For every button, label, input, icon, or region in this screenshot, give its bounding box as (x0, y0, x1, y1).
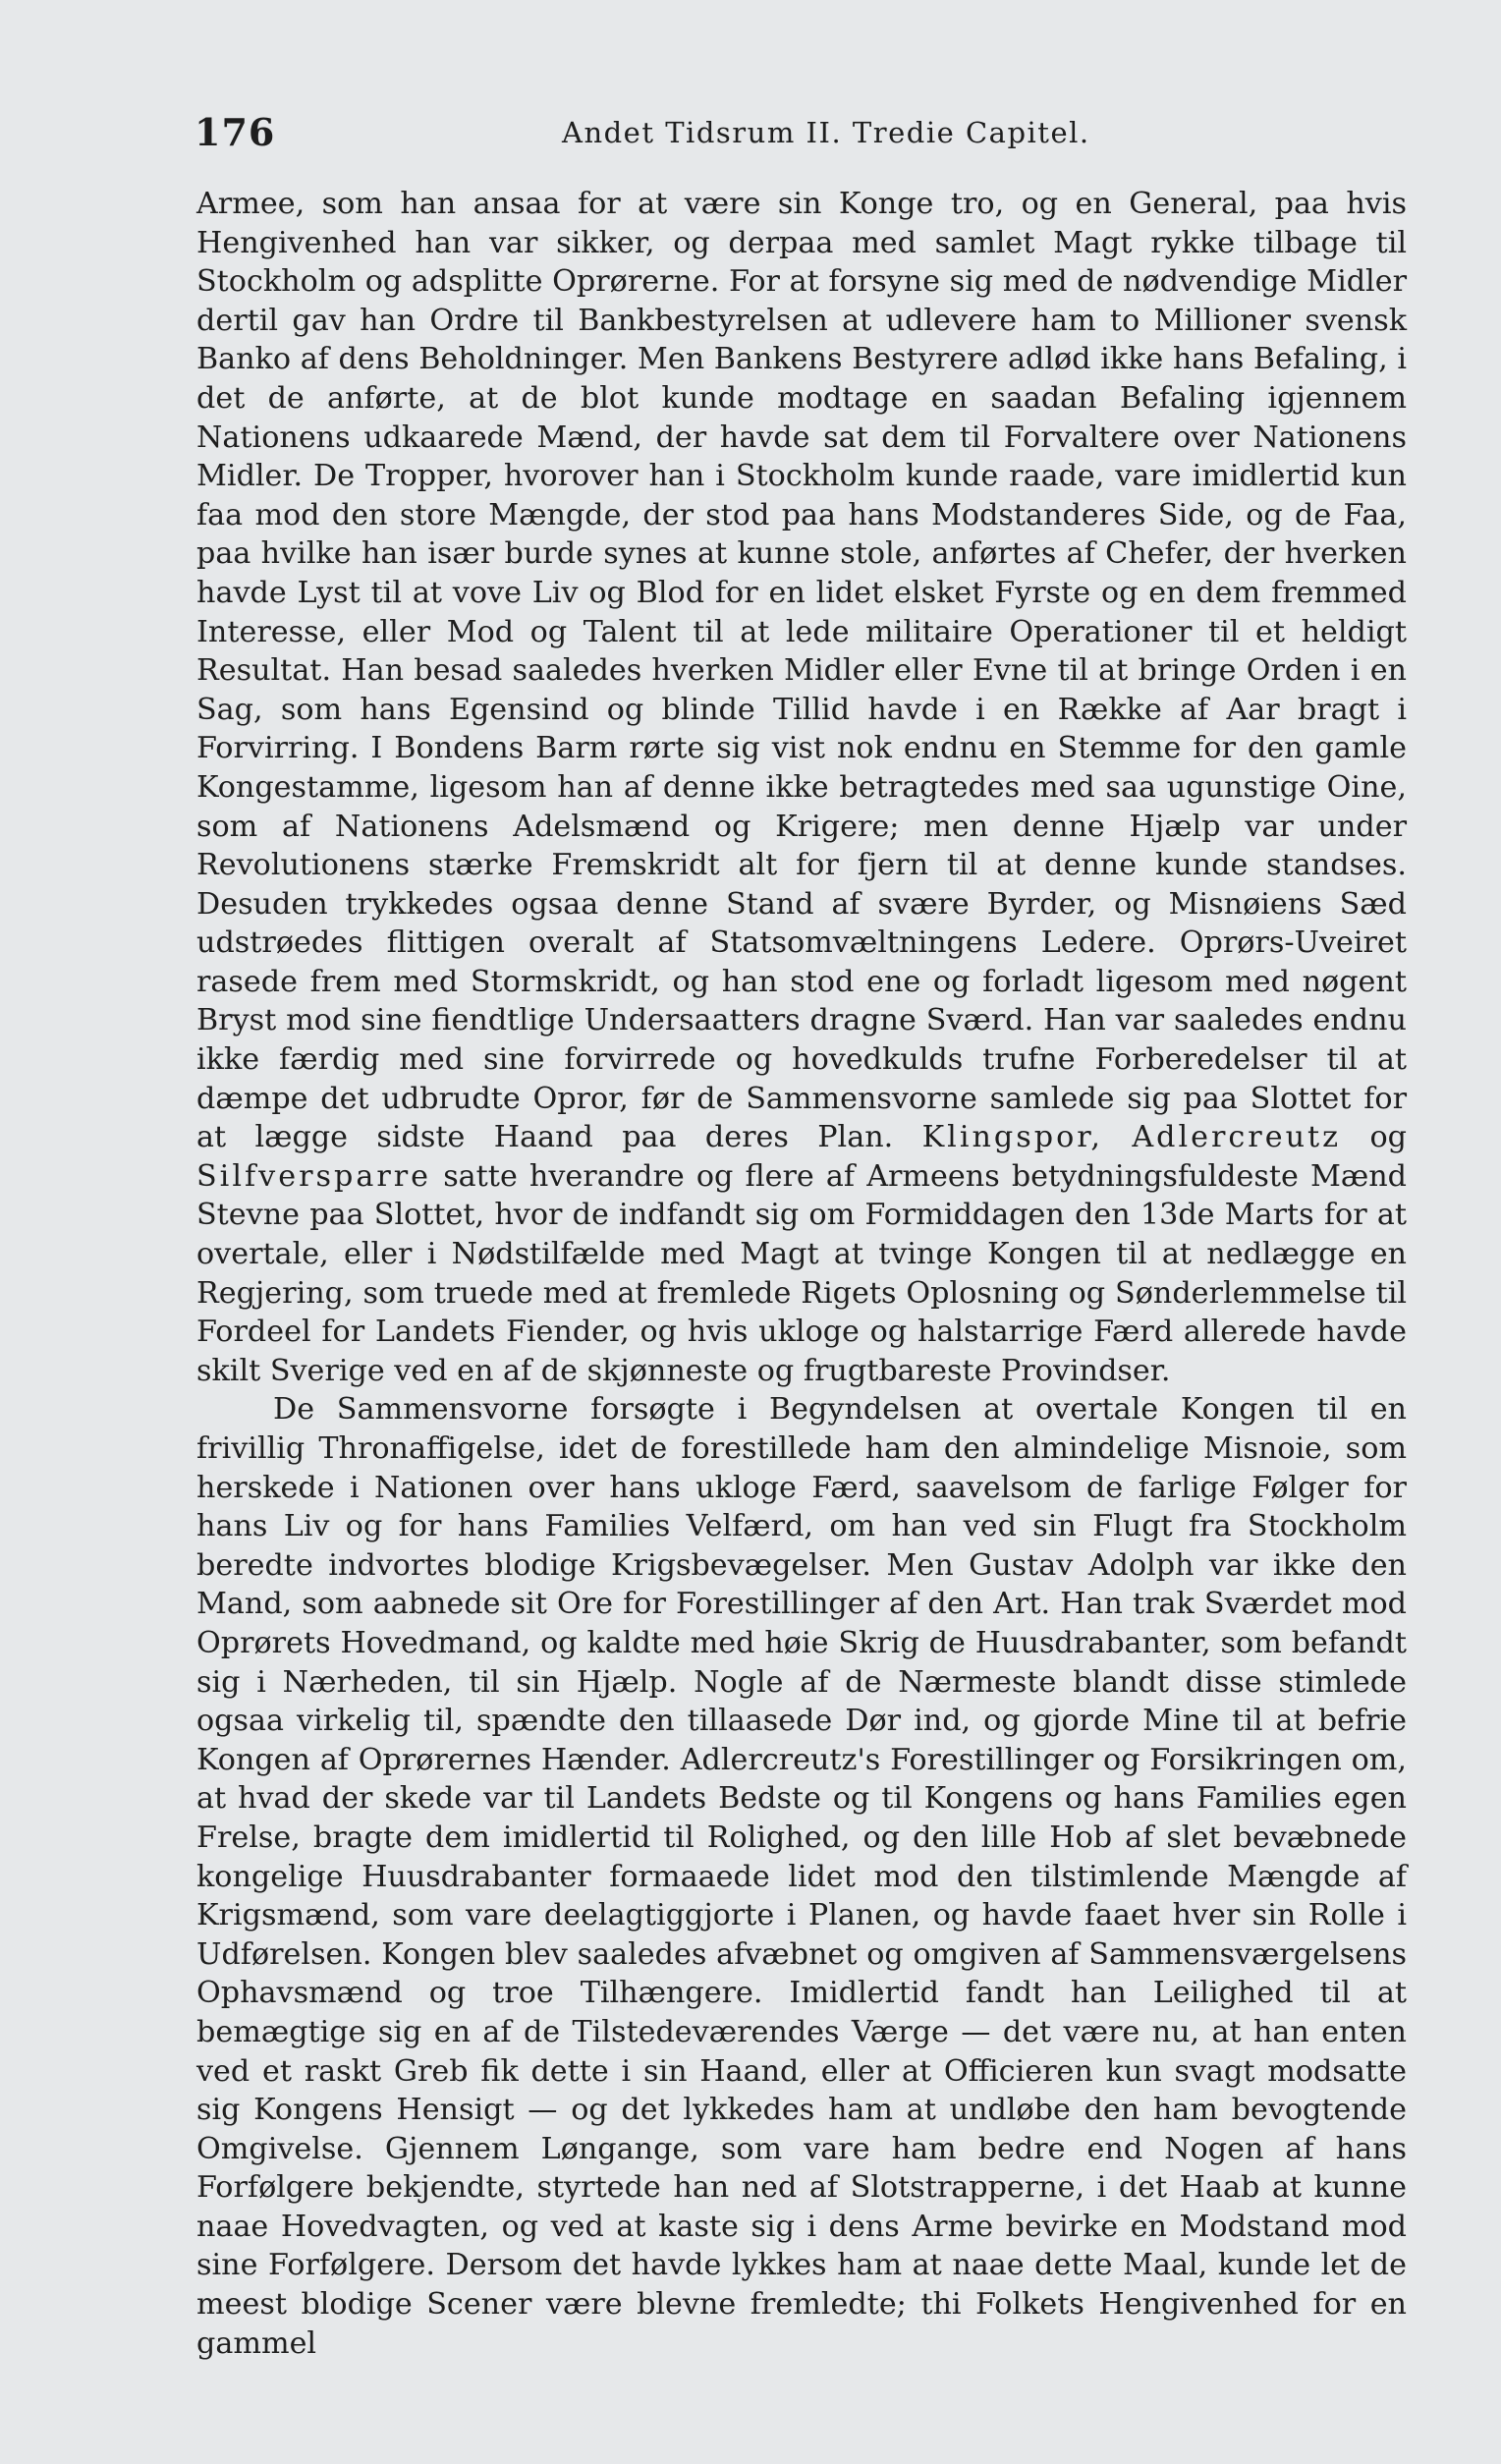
body-text (196, 185, 1407, 2363)
page-number: 176 (195, 110, 276, 154)
page-header (195, 110, 1405, 159)
paragraph (196, 185, 1407, 1390)
paragraph-text: Armee, som han ansaa for at være sin Konge tro, og en General, paa hvis Hengivenhed han var sikker, og derpaa med samlet Magt rykke tilbage til Stockholm og adsplitte Oprørerne. For at forsyne sig med de nødvendige Midler dertil gav han Ordre til Bankbestyrelsen at udlevere ham to Millioner svensk Banko af dens Beholdninger. Men Bankens Bestyrere adlød ikke hans Befaling, i det de anførte, at de blot kunde modtage en saadan Befaling igjennem Nationens udkaarede Mænd, der havde sat dem til Forvaltere over Nationens Midler. De Tropper, hvorover han i Stockholm kunde raade, vare imidlertid kun faa mod den store Mængde, der stod paa hans Modstanderes Side, og de Faa, paa hvilke han især burde synes at kunne stole, anførtes af Chefer, der hverken havde Lyst til at vove Liv og Blod for en lidet elsket Fyrste og en dem fremmed Interesse, eller Mod og Talent til at lede militaire Operationer til et heldigt Resultat. Han besad saaledes hverken Midler eller Evne til at bringe Orden i en Sag, som hans Egensind og blinde Tillid havde i en Række af Aar bragt i Forvirring. I Bondens Barm rørte sig vist nok endnu en Stemme for den gamle Kongestamme, ligesom han af denne ikke betragtedes med saa ugunstige Oine, som af Nationens Adelsmænd og Krigere; men denne Hjælp var under Revolutionens stærke Fremskridt alt for fjern til at denne kunde standses. Desuden trykkedes ogsaa denne Stand af svære Byrder, og Misnøiens Sæd udstrøedes flittigen overalt af Statsomvæltningens Ledere. Oprørs-Uveiret rasede frem med Stormskridt, og han stod ene og forladt ligesom med nøgent Bryst mod sine fiendtlige Undersaatters dragne Sværd. Han var saaledes endnu ikke færdig med sine forvirrede og hovedkulds trufne Forberedelser til at dæmpe det udbrudte Opror, før de Sammensvorne samlede sig paa Slottet for at lægge sidste Haand paa deres Plan. (196, 187, 1407, 1155)
person-name: Klingspor, (921, 1120, 1103, 1155)
person-name: Adlercreutz (1132, 1120, 1342, 1155)
running-head: Andet Tidsrum II. Tredie Capitel. (562, 116, 1090, 149)
paragraph: De Sammensvorne forsøgte i Begyndelsen at overtale Kongen til en frivillig Thronaffigelse, idet de forestillede ham den almindelige Misnoie, som herskede i Nationen over hans ukloge Færd, saavelsom de farlige Følger for hans Liv og for hans Families Velfærd, om han ved sin Flugt fra Stockholm beredte indvortes blodige Krigsbevægelser. Men Gustav Adolph var ikke den Mand, som aabnede sit Ore for Forestillinger af den Art. Han trak Sværdet mod Oprørets Hovedmand, og kaldte med høie Skrig de Huusdrabanter, som befandt sig i Nærheden, til sin Hjælp. Nogle af de Nærmeste blandt disse stimlede ogsaa virkelig til, spændte den tillaasede Dør ind, og gjorde Mine til at befrie Kongen af Oprørernes Hænder. Adlercreutz's Forestillinger og Forsikringen om, at hvad der skede var til Landets Bedste og til Kongens og hans Families egen Frelse, bragte dem imidlertid til Rolighed, og den lille Hob af slet bevæbnede kongelige Huusdrabanter formaaede lidet mod den tilstimlende Mængde af Krigsmænd, som vare deelagtiggjorte i Planen, og havde faaet hver sin Rolle i Udførelsen. Kongen blev saaledes afvæbnet og omgiven af Sammensværgelsens Ophavsmænd og troe Tilhængere. Imidlertid fandt han Leilighed til at bemægtige sig en af de Tilstedeværendes Værge — det være nu, at han enten ved et raskt Greb fik dette i sin Haand, eller at Officieren kun svagt modsatte sig Kongens Hensigt — og det lykkedes ham at undløbe den ham bevogtende Omgivelse. Gjennem Løngange, som vare ham bedre end Nogen af hans Forfølgere bekjendte, styrtede han ned af Slotstrapperne, i det Haab at kunne naae Hovedvagten, og ved at kaste sig i dens Arme bevirke en Modstand mod sine Forfølgere. Dersom det havde lykkes ham at naae dette Maal, kunde let de meest blodige Scener være blevne fremledte; thi Folkets Hengivenhed for en gammel (196, 1392, 1407, 2361)
conjunction: og (1369, 1120, 1407, 1155)
paragraph-text: satte hverandre og flere af Armeens betydningsfuldeste Mænd Stevne paa Slottet, hvor de indfandt sig om Formiddagen den 13de Marts for at overtale, eller i Nødstilfælde med Magt at tvinge Kongen til at nedlægge en Regjering, som truede med at fremlede Rigets Oplosning og Sønderlemmelse til Fordeel for Landets Fiender, og hvis ukloge og halstarrige Færd allerede havde skilt Sverige ved en af de skjønneste og frugtbareste Provindser. (196, 1158, 1407, 1388)
person-name: Silfversparre (196, 1158, 432, 1194)
